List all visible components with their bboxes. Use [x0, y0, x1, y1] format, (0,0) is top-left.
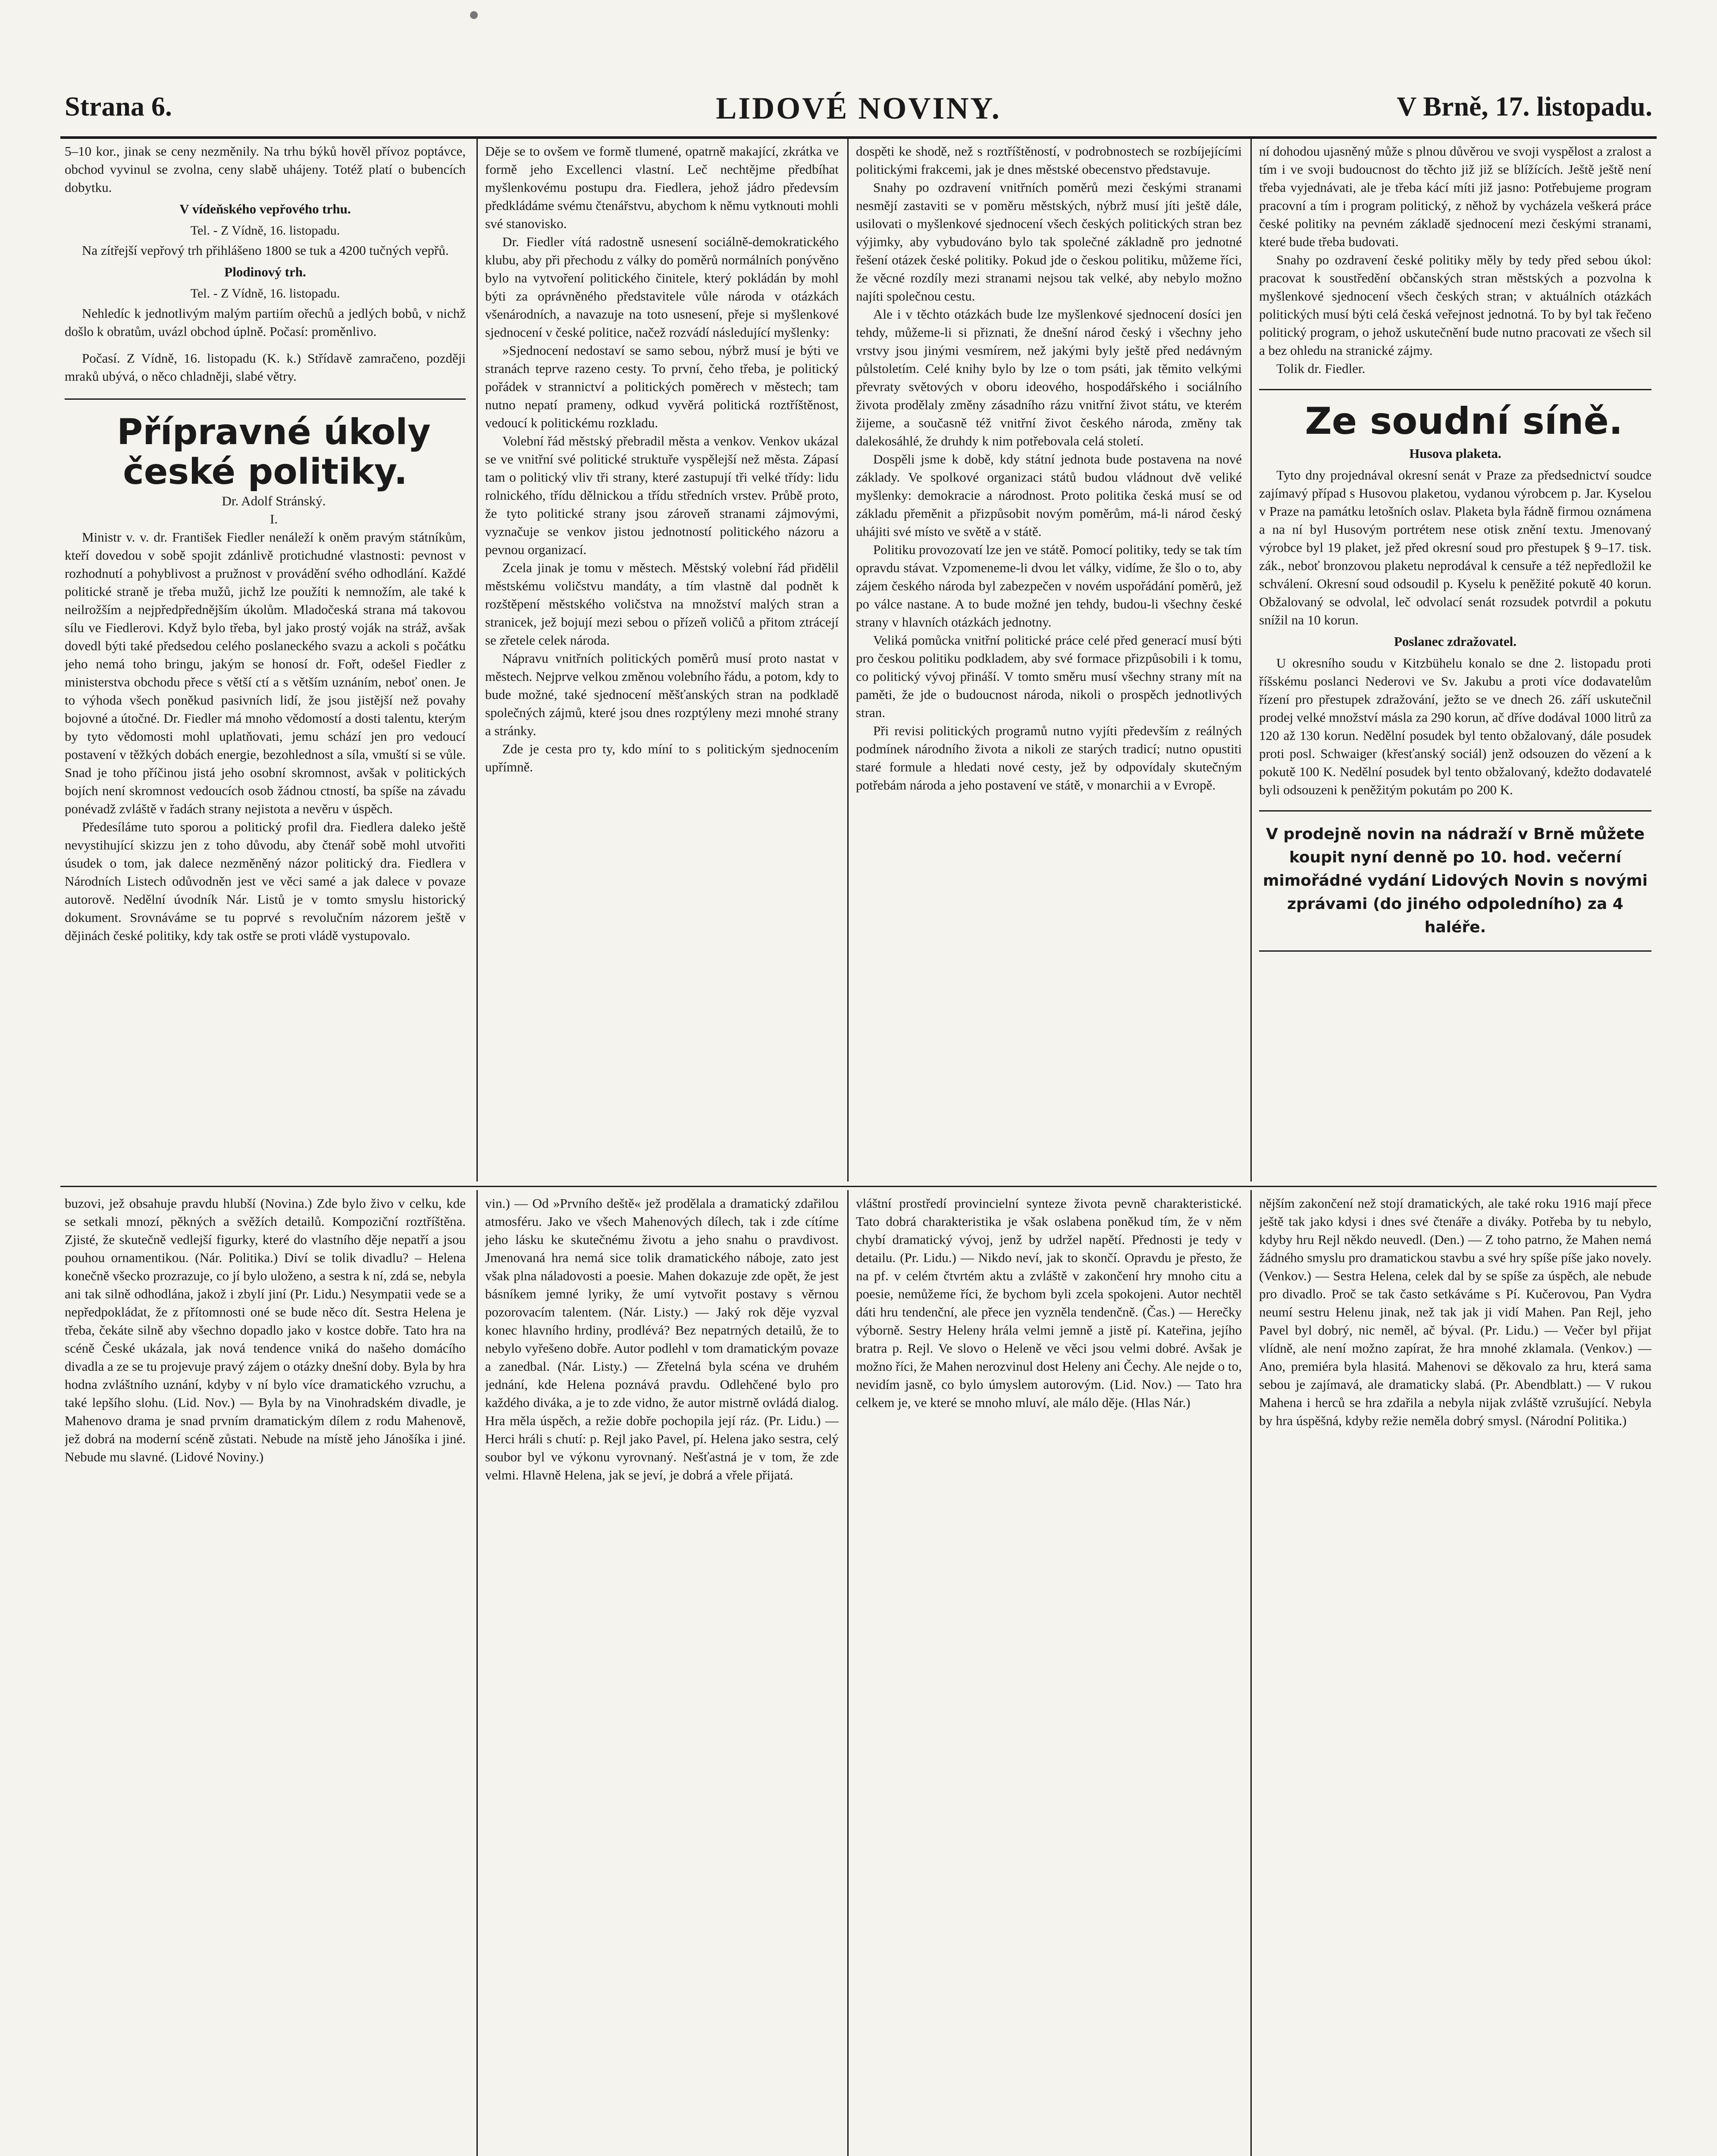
article-paragraph: Politiku provozovatí lze jen ve státě. Pomocí politiky, tedy se tak tím opravdu stávat. Vzpomeneme-li dvou let války, vidíme, že šlo o to, aby zájem českého národa byl zabezpečen v novém uspořádání poměrů, jež po válce nastane. A to bude možné jen tehdy, budou-li všechny české strany v hlavních otázkách jednotny.: [856, 542, 1242, 630]
feuilleton-column-1: [65, 1194, 466, 2156]
column-1: [65, 142, 466, 1181]
feuilleton-text: nějším zakončení než stojí dramatických, ale také roku 1916 mají přece ještě tak jako kdysi i dnes své čtenáře a diváky. Potřeba by tu nebylo, kdyby hru Rejl někdo neuvedl. (Den.) — Z toho patrno, že Mahen nemá žádného smyslu pro dramatickou stavbu a své hry spíše píše jako novely. (Venkov.) — Sestra Helena, celek dal by se spíše za úspěch, ale nebude pro divadlo. Proč se tak často setkáváme s Pí. Kučerovou, Pan Vydra neumí sestru Helenu jinak, než tak jak ji vidí Mahen. Pan Rejl, jeho Pavel byl dobrý, nic neměl, ač býval. (Pr. Lidu.) — Večer byl přijat vlídně, ale není možno zapírat, že hra mnohé zklamala. (Venkov.) — Ano, premiéra byla hlasitá. Mahenovi se děkovalo za hru, která sama sebou je zajímavá, ale dramaticky slabá. (Pr. Abendblatt.) — V rukou Mahena i herců se hra zdařila a nebyla nijak zvláště vzrušující. Nebyla by hra úspěšná, kdyby režie neměla dobrý smysl. (Národní Politika.): [1259, 1196, 1651, 1428]
weather-report: Počasí. Z Vídně, 16. listopadu (K. k.) Střídavě zamračeno, později mraků ubývá, o něco chladněji, slabé větry.: [65, 351, 466, 384]
market-heading-produce: Plodinový trh.: [224, 264, 306, 279]
pin-hole-mark: [470, 11, 478, 19]
feuilleton-column-4: [1259, 1194, 1651, 2156]
article-section-number: I.: [269, 511, 278, 526]
article-paragraph: Děje se to ovšem ve formě tlumené, opatrně makající, zkrátka ve formě jeho Excellenci vlastní. Leč nechtějme předbíhat myšlenkovému postupu dra. Fiedlera, jehož jádro předevsím předkládáme svému čtenářstvu, abychom k němu vytknouti mohli své stanovisko.: [485, 144, 839, 231]
column-divider: [476, 1190, 478, 2156]
section-rule: [65, 398, 466, 400]
article-paragraph: ní dohodou ujasněný může s plnou důvěrou ve svoji vyspělost a zralost a tím i ve svoji budoucnost do těchto již již se blížících. Ještě ještě není třeba vyjednávati, ale je třeba kácí míti již jasno: Potřebujeme program pracovní a tím i program politický, z něhož by vycházela veškerá práce české politiky na pevném základě sjednocení mezi českými stranami, které bude třeba budovati.: [1259, 144, 1651, 249]
article-paragraph: Při revisi politických programů nutno vyjíti především z reálných podmínek národního života a nikoli ze starých tradicí; nutno opustiti staré formule a hledati nové cesty, jež by odpovídaly skutečným potřebám národa a jeho postavení ve státě, v monarchii a v Evropě.: [856, 723, 1242, 793]
article-paragraph: Snahy po ozdravení vnitřních poměrů mezi českými stranami nesmějí zastaviti se v poměru městských, nýbrž musí jíti ještě dále, usilovati o myšlenkové sjednocení všech českých politických stran bez výjimky, aby vybudováno bylo tak společné základně pro jednotné řešení otázek české politiky. Pokud jde o českou politiku, můžeme říci, že věcné rozdíly mezi stranami nejsou tak velké, aby nebylo možno najíti společnou cestu.: [856, 180, 1242, 304]
masthead: LIDOVÉ NOVINY.: [716, 91, 1001, 125]
section-rule: [1259, 389, 1651, 390]
column-divider: [1250, 1190, 1252, 2156]
article-paragraph: Veliká pomůcka vnitřní politické práce celé před generací musí býti pro českou politiku podkladem, aby své formace přizpůsobili i k tomu, co politický vývoj přináší. V tomto směru musí všechny strany mít na paměti, že jde o budoucnost národa, nikoli o prospěch jednotlivých stran.: [856, 633, 1242, 720]
court-section-title: Ze soudní síně.: [1305, 400, 1623, 443]
article-paragraph: Nápravu vnitřních politických poměrů musí proto nastat v městech. Nejprve velkou změnou volebního řádu, a potom, kdy to bude možné, také sjednocení měšťanských stran na podkladě společných zájmů, které jsou dnes rozptýleny mezi mnohé strany a stránky.: [485, 651, 839, 738]
article-paragraph: Zcela jinak je tomu v městech. Městský volební řád přidělil městskému voličstvu mandáty, a tím vlastně dal podnět k rozštěpení městského voličstva na množství malých stran a stranicek, jež bojují mezi sebou o přízeň voličů a přitom ztrácejí se zřetele celek národa.: [485, 560, 839, 648]
market-paragraph: Nehledíc k jednotlivým malým partiím ořechů a jedlých bobů, v nichž došlo k obratům, uvázl obchod úplně. Počasí: proměnlivo.: [65, 306, 466, 339]
feuilleton-column-3: [856, 1194, 1242, 2156]
court-heading: Husova plaketa.: [1409, 446, 1501, 461]
article-paragraph: Snahy po ozdravení české politiky měly by tedy před sebou úkol: pracovat k soustředění občanských stran městských a pozvolna k myšlenkové sjednocení všech českých stran; v aktuálních otázkách politických musí býti celá česká veřejnost jednotná. To by byl tak řečeno politický program, o jehož uskutečnění bude nutno pracovati ze všech sil a bez ohledu na stranické zájmy.: [1259, 252, 1651, 358]
article-paragraph: Zde je cesta pro ty, kdo míní to s politickým sjednocením upřímně.: [485, 741, 839, 774]
article-paragraph: Ministr v. v. dr. František Fiedler nenáleží k oněm pravým státníkům, kteří dovedou v sobě spojit zdánlivě protichudné vlastnosti: pevnost v rozhodnutí a pohyblivost a pružnost v provádění svého odhodlání. Každé politické straně je třeba mužů, jichž lze použíti k nemnožím, ale také k neilrožším a nejpředpřednějším úkolům. Mladočeská strana má takovou sílu ve Fiedlerovi. Když bylo třeba, byl jako prostý voják na stráž, avšak dovedl býti také předsedou celého poslaneckého svazu a ackoli s počátku jeho nemá toho bringu, jakým se honosí dr. Fořt, odešel Fiedler z ministerstva obchodu přece s větší ctí a s větším uznáním, neboť onen. Je to výhoda všech poněkud pasivních lidí, že jsou jistější než povahy bojovné a útočné. Dr. Fiedler má mnoho vědomostí a dosti talentu, kterým by tyto vědomosti mohl uplatňovati, jemu schází jen pro vedoucí postavení v těžkých dobách energie, bezohlednost a síla, vmuští si se vůle. Snad je toho příčinou jistá jeho osobní skromnost, avšak v politických bojích není skromnost vedoucích osob žádnou ctností, ba spíše na závadu ponévadž zvláště v řadách strany nejistota a nevěru v úspěch.: [65, 530, 466, 816]
column-divider: [847, 138, 849, 1181]
column-2: [485, 142, 839, 1181]
market-heading-pig: V vídeňského vepřového trhu.: [179, 201, 351, 216]
market-lead: 5–10 kor., jinak se ceny nezměnily. Na trhu býků hověl přívoz poptávce, obchod vyvinul se zvolna, ceny slabě uhájeny. Totéž platí o bubencích dobytku.: [65, 144, 466, 195]
article-paragraph: Dr. Fiedler vítá radostně usnesení sociálně-demokratického klubu, aby při přechodu z války do poměrů normálních ponývěno bylo na vytvoření politického činitele, který pokládán by mohl býti za oprávněného představitele vůle národa v otázkách všenárodních, a navazuje na toto usnesení, přeje si myšlenkové sjednocení v české politice, načež rozvádí následující myšlenky:: [485, 234, 839, 340]
feuilleton-text: buzovi, jež obsahuje pravdu hlubší (Novina.) Zde bylo živo v celku, kde se setkali mnozí, pěkných a svěžích detailů. Kompoziční roztříštěna. Zjisté, že skutečně vedlejší figurky, které do vlastního děje nepatří a jsou pouhou ornamentikou. (Nár. Politika.) Diví se tolik divadlu? – Helena konečně všecko prozrazuje, co jí bylo uloženo, a sestra k ní, zdá se, nebyla ani tak silně odhodlána, jakož i zbylí jiní (Pr. Lidu.) Nesympatii vede se a nepředpokládat, že z přítomnosti oné se bude něco dít. Sestra Helena je třeba, čekáte silně aby všechno dopadlo jako v kostce dobře. Tato hra na scéně České ukázala, jak nová tendence vniká do našeho domácího divadla a ze se tu projevuje pravý zájem o otázky dnešní doby. Byla by hra hodna zvláštního uznání, kdyby v ní bylo více dramatického vzruchu, a také lepšího slohu. (Lid. Nov.) — Byla by na Vinohradském divadle, je Mahenovo drama je snad prvním dramatickým dílem z rodu Mahenově, jež dobrá na moderní scéně zůstati. Nebude na místě jeho Jánošíka i jiné. Nebude mu slavné. (Lidové Noviny.): [65, 1196, 466, 1464]
column-divider: [1250, 138, 1252, 1181]
feuilleton-rule: [60, 1186, 1657, 1187]
market-paragraph: Na zítřejší vepřový trh přihlášeno 1800 se tuk a 4200 tučných vepřů.: [82, 243, 449, 258]
column-3: [856, 142, 1242, 1181]
market-dateline: Tel. - Z Vídně, 16. listopadu.: [190, 286, 340, 301]
article-paragraph: Ale i v těchto otázkách bude lze myšlenkové sjednocení dosíci jen tehdy, můžeme-li si přiznati, že dnešní národ český i všechny jeho vrstvy jsou jinými vesmírem, než jakými byly ještě před nedávným půlstoletím. Celé knihy bylo by lze o tom psáti, jak těmito velkými převraty světových v oboru ideového, hospodářského i sociálního života prodělaly změny zásadního rázu vnitřní život státu, ve kterém žijeme, a současně též vnitřní život českého národa, změny tak dalekosáhlé, že druhdy k nim potřebovala celá století.: [856, 307, 1242, 448]
article-paragraph: Dospěli jsme k době, kdy státní jednota bude postavena na nové základy. Ve spolkové organizaci států budou vládnout dvě veliké myšlenky: demokracie a národnost. Proto politika česká musí se od základu přeměnit a přizpůsobit novým poměrům, má-li národ český uhájiti své místo ve světě a v státě.: [856, 451, 1242, 539]
column-divider: [476, 138, 478, 1181]
column-divider: [847, 1190, 849, 2156]
article-byline: Dr. Adolf Stránský.: [222, 493, 326, 508]
article-paragraph: »Sjednocení nedostaví se samo sebou, nýbrž musí je býti ve stranách teprve razeno cesty. To první, čeho třeba, je politický pořádek v strannictví a politických poměrech v městech; tam nutno nepatí prameny, odkud vyvěrá politická roztříštěnost, vedoucí k politickému rozkladu.: [485, 343, 839, 430]
market-dateline: Tel. - Z Vídně, 16. listopadu.: [190, 223, 340, 238]
sales-notice: V prodejně novin na nádraží v Brně můžete koupit nyní denně po 10. hod. večerní mimořádné vydání Lidových Novin s novými zprávami (do jiného odpoledního) za 4 haléře.: [1263, 825, 1648, 936]
feuilleton-column-2: [485, 1194, 839, 2156]
header-rule: [60, 136, 1657, 139]
court-heading: Poslanec zdražovatel.: [1394, 634, 1517, 649]
article-paragraph: Předesíláme tuto sporou a politický profil dra. Fiedlera daleko ještě nevystihující skizzu jen z toho důvodu, aby čtenář sobě mohl utvořiti úsudek o tom, jak dalece nezměněný názor politický dra. Fiedlera v Národních Listech odůvodněn jest ve věci samé a jak dalece v povaze autorově. Nedělní úvodník Nár. Listů je v tomto smyslu historický dokument. Srovnáváme se tu poprvé s revolučním názorem ještě v dějinách české politiky, kdy tak ostře se proti vládě vystupovalo.: [65, 819, 466, 943]
issue-date: V Brně, 17. listopadu.: [1397, 91, 1652, 122]
article-title: Přípravné úkoly české politiky.: [117, 412, 431, 492]
column-4: [1259, 142, 1651, 1181]
court-paragraph: U okresního soudu v Kitzbühelu konalo se dne 2. listopadu proti říšskému poslanci Nederovi ve Sv. Jakubu a proti více dodavatelům řízení pro přestupek zdražování, ježto se ve dnech 26. září uskutečnil prodej velké množství másla za 290 korun, ač dříve dodával 1000 litrů za 120 až 130 korun. Nedělní posudek byl tento obžalovaný, dále posudek proti posl. Schwaiger (křesťanský sociál) jenž odsouzen do vězení a k pokutě 100 K. Nedělní posudek byl tento obžalovaný, kdežto dodavatelé byli odsouzeni k peněžitým pokutám po 200 K.: [1259, 655, 1651, 797]
feuilleton-text: vláštní prostředí provincielní synteze života pevně charakteristické. Tato dobrá charakteristika je však oslabena poněkud tím, že v něm chybí dramatický vývoj, jenž by udržel napětí. Přednosti je tedy v detailu. (Pr. Lidu.) — Nikdo neví, jak to skončí. Opravdu je přesto, že na pf. v celém čtvrtém aktu a zvláště v zakončení hry mnoho citu a poesie, nemůžeme říci, že bychom byli zcela spokojeni. Autor nechtěl dáti hru tendenční, ale přece jen vyzněla tendenčně. (Čas.) — Herečky výborně. Sestry Heleny hrála velmi jemně a jistě pí. Kateřina, jejího bratra p. Rejl. Ve slovo o Heleně ve věci jsou velmi dobré. Avšak je možno říci, že Mahen nerozvinul dost Heleny ani Čechy. Ale nejde o to, nevidím jasně, co bylo úmyslem autorovým. (Lid. Nov.) — Tato hra celkem je, ve které se mnoho mluví, ale málo děje. (Hlas Nár.): [856, 1196, 1242, 1410]
feuilleton-text: vin.) — Od »Prvního deště« jež prodělala a dramatický zdařilou atmosféru. Jako ve všech Mahenových dílech, tak i zde cítíme jeho lásku ke skutečnému životu a jeho snahu o pravdivost. Jmenovaná hra nemá sice tolik dramatického náboje, zato jest však plna náladovosti a poesie. Mahen dokazuje zde opět, že jest básníkem jemné lyriky, že umí vytvořit postavy s věrnou pozorovacím talentem. (Nár. Listy.) — Jaký rok děje vyzval konec hlavního hrdiny, prodlévá? Bez nepatrných detailů, že to nebylo vyřešeno dobře. Autor podlehl v tom dramatickým povaze a zanedbal. (Nár. Listy.) — Zřetelná byla scéna ve druhém jednání, kde Helena poznává pravdu. Odlehčené bylo pro každého diváka, a je to zde vidno, že autor mistrně ovládá dialog. Hra měla úspěch, a režie dobře pochopila její ráz. (Pr. Lidu.) — Herci hráli s chutí: p. Rejl jako Pavel, pí. Helena jako sestra, celý soubor byl ve výkonu vyrovnaný. Nešťastná je v tom, že zde velmi. Hlavně Helena, jak se jeví, je dobrá a vřele přijatá.: [485, 1196, 839, 1482]
section-rule: [1259, 810, 1651, 812]
section-rule: [1259, 950, 1651, 952]
article-paragraph: dospěti ke shodě, než s roztříštěností, v podrobnostech se rozbíjejícími politickými frakcemi, jak je dnes městské obecenstvo představuje.: [856, 144, 1242, 177]
article-paragraph: Volební řád městský přebradil města a venkov. Venkov ukázal se ve vnitřní své politické struktuře vyspělejší než města. Zápasí tam o politický vliv tři strany, které zastupují tři velké třídy: lidu rolnického, třídu dělnickou a třídu středních vrstev. Průbě proto, že tyto politické strany jsou zároveň stranami zájmovými, vyznačuje se venkov jistou jednotností politického názoru a pevnou organizací.: [485, 433, 839, 557]
court-paragraph: Tyto dny projednával okresní senát v Praze za předsednictví soudce zajímavý případ s Husovou plaketou, vydanou výrobcem p. Jar. Kyselou v Praze na památku letošních oslav. Plaketa byla řádně firmou oznámena a na ní byl Husovým portrétem nese otisk znění textu. Jmenovaný výrobce byl 19 plaket, jež před okresní soud pro přestupek § 9–17. tisk. zák., neboť bronzovou plaketu neprodával k censuře a též nepředložil ke schválení. Okresní soud odsoudil p. Kyselu k peněžité pokutě 40 korun. Obžalovaný se odvolal, leč odvolací senát rozsudek potvrdil a pokutu snížil na 10 korun.: [1259, 467, 1651, 627]
page-label: Strana 6.: [65, 91, 172, 122]
article-signoff: Tolik dr. Fiedler.: [1276, 361, 1366, 376]
